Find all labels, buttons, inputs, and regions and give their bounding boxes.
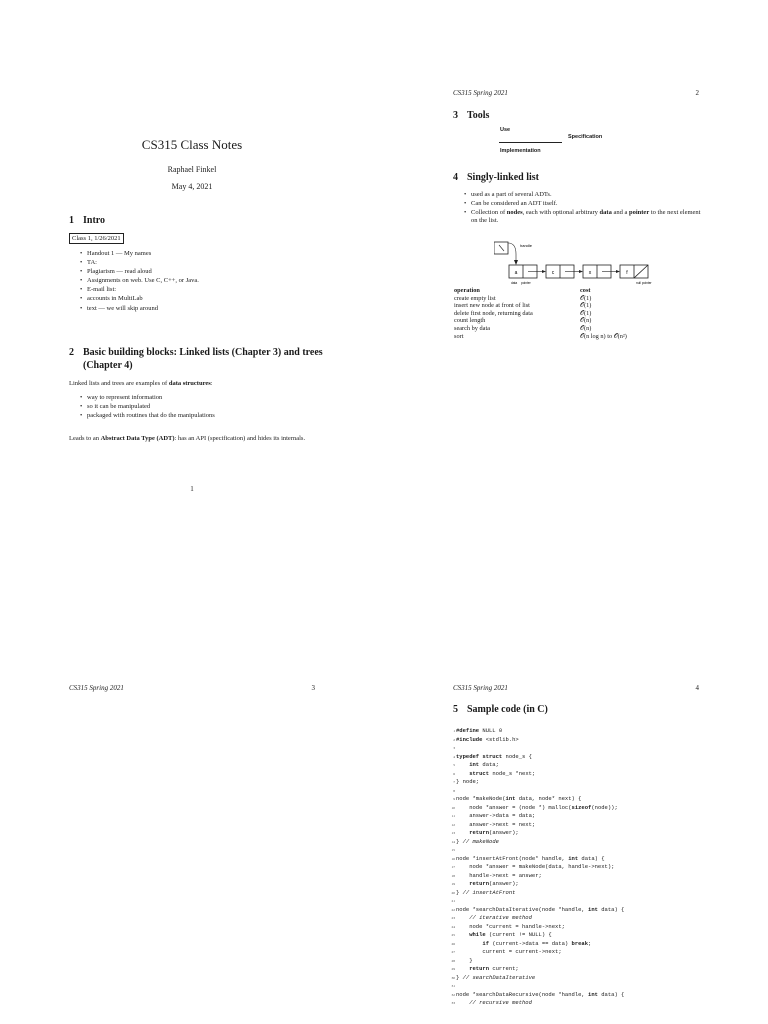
code-text: current; bbox=[489, 965, 519, 972]
code-line bbox=[450, 863, 624, 872]
code-line bbox=[450, 804, 624, 813]
list-item: • TA: bbox=[69, 258, 319, 267]
table-row: create empty list 𝒪(1) bbox=[454, 294, 592, 302]
node-data: c bbox=[551, 270, 555, 276]
code-text: answer->data = data; bbox=[456, 812, 536, 819]
line-number: 30 bbox=[451, 975, 455, 980]
code-comment: // makeNode bbox=[462, 837, 499, 845]
code-keyword: if bbox=[482, 939, 490, 947]
code-line bbox=[450, 855, 624, 864]
code-text: } bbox=[456, 956, 473, 964]
page-number: 2 bbox=[695, 89, 699, 97]
code-comment: // iterative method bbox=[469, 914, 532, 921]
line-number: 29 bbox=[451, 967, 455, 971]
list-item: • Assignments on web. Use C, C++, or Java. bbox=[69, 276, 319, 285]
code-text: node *searchDataRecursive(node *handle, bbox=[456, 990, 589, 998]
code-line bbox=[450, 736, 624, 745]
node-data: x bbox=[588, 270, 592, 276]
code-text: } bbox=[456, 888, 463, 896]
code-text: } node; bbox=[456, 778, 480, 785]
line-number: 25 bbox=[451, 933, 455, 937]
code-text: (node)); bbox=[591, 803, 618, 811]
list-item: • so it can be manipulated bbox=[69, 402, 319, 411]
code-line bbox=[450, 940, 624, 949]
line-number: 4 bbox=[453, 754, 455, 759]
code-comment: // insertAtFront bbox=[462, 888, 516, 896]
doc-author: Raphael Finkel bbox=[167, 165, 217, 174]
list-item: • E-mail list: bbox=[69, 285, 319, 294]
code-keyword: struct bbox=[469, 769, 490, 777]
code-text bbox=[456, 931, 469, 938]
line-number: 16 bbox=[451, 856, 455, 861]
code-text: data, node* next) { bbox=[515, 795, 582, 802]
list-item: • accounts in MultiLab bbox=[69, 294, 319, 303]
section-heading-sample-code: 5 Sample code (in C) bbox=[453, 704, 548, 715]
code-line bbox=[450, 906, 624, 915]
line-number: 31 bbox=[451, 984, 455, 988]
code-text: node *answer = (node *) malloc( bbox=[456, 803, 572, 811]
code-text bbox=[456, 880, 469, 887]
code-text: node *searchDataIterative(node *handle, bbox=[456, 905, 589, 913]
data-structure-list bbox=[69, 393, 319, 420]
line-number: 28 bbox=[451, 958, 455, 963]
code-keyword: int bbox=[505, 795, 516, 802]
code-text: NULL 0 bbox=[479, 727, 503, 734]
code-keyword: int bbox=[469, 761, 480, 768]
code-text: (current->data == data) bbox=[489, 939, 572, 947]
code-keyword: sizeof bbox=[571, 803, 592, 811]
code-keyword: int bbox=[588, 905, 598, 913]
line-number: 9 bbox=[453, 797, 455, 801]
handle-arrow bbox=[508, 243, 516, 262]
running-header: CS315 Spring 2021 4 bbox=[453, 684, 699, 692]
line-number: 32 bbox=[451, 992, 455, 997]
line-number: 18 bbox=[451, 873, 455, 878]
table-row: count length 𝒪(n) bbox=[454, 317, 592, 325]
handle-slash bbox=[499, 245, 504, 251]
next-arrow bbox=[542, 270, 546, 273]
code-text bbox=[456, 761, 469, 768]
code-line bbox=[450, 846, 624, 855]
code-text: data; bbox=[479, 761, 499, 768]
code-line bbox=[450, 770, 624, 779]
list-item: • text — we will skip around bbox=[69, 304, 319, 313]
table-header-row: operation cost bbox=[454, 287, 591, 294]
code-line bbox=[450, 812, 624, 821]
code-text bbox=[456, 914, 469, 921]
code-keyword: int bbox=[588, 990, 598, 998]
list-item: • used as a part of several ADTs. bbox=[453, 191, 703, 199]
section-heading-intro: 1 Intro bbox=[69, 215, 106, 226]
code-keyword: break bbox=[571, 939, 589, 947]
line-number: 26 bbox=[451, 941, 455, 946]
doc-date: May 4, 2021 bbox=[171, 182, 213, 191]
list-item: • packaged with routines that do the manipulations bbox=[69, 411, 319, 420]
linked-list-diagram bbox=[494, 238, 654, 286]
code-text: } bbox=[456, 837, 463, 845]
code-comment: // recursive method bbox=[469, 999, 532, 1006]
code-line bbox=[450, 829, 624, 838]
line-number: 14 bbox=[451, 839, 455, 844]
list-item: • way to represent information bbox=[69, 393, 319, 402]
line-number: 1 bbox=[453, 729, 455, 733]
code-line bbox=[450, 787, 624, 796]
code-text bbox=[456, 770, 469, 777]
operations-table bbox=[454, 287, 627, 340]
line-number: 7 bbox=[453, 780, 455, 784]
line-number: 5 bbox=[453, 763, 455, 767]
code-text: ; bbox=[588, 939, 592, 947]
code-text: (current != NULL) { bbox=[485, 931, 552, 938]
line-number: 6 bbox=[453, 771, 455, 776]
code-line bbox=[450, 914, 624, 923]
code-keyword: typedef struct bbox=[456, 752, 503, 760]
page-2 bbox=[384, 0, 768, 512]
code-keyword: int bbox=[568, 854, 579, 862]
page-number: 1 bbox=[190, 485, 194, 493]
code-text: node *makeNode( bbox=[456, 795, 506, 802]
code-listing bbox=[450, 727, 624, 1008]
paragraph-adt: Leads to an Abstract Data Type (ADT): has an API (specification) and hides its internals. bbox=[69, 435, 306, 442]
code-line bbox=[450, 982, 624, 991]
code-text: data) { bbox=[597, 990, 625, 998]
line-number: 17 bbox=[451, 865, 455, 869]
code-text: data) { bbox=[578, 854, 605, 862]
code-line bbox=[450, 761, 624, 770]
code-text bbox=[456, 940, 482, 947]
table-row: insert new node at front of list 𝒪(1) bbox=[454, 302, 592, 310]
handle-arrowhead bbox=[514, 260, 518, 265]
line-number: 20 bbox=[451, 890, 455, 895]
code-text bbox=[456, 829, 469, 836]
paragraph-data-structures: Linked lists and trees are examples of data structures: bbox=[69, 380, 213, 387]
code-comment: // searchDataIterative bbox=[462, 973, 536, 981]
line-number: 33 bbox=[451, 1001, 455, 1005]
table-row: sort 𝒪(n log n) to 𝒪(n²) bbox=[454, 332, 627, 340]
code-line bbox=[450, 931, 624, 940]
next-arrow bbox=[616, 270, 620, 273]
next-arrow bbox=[579, 270, 583, 273]
handle-box bbox=[494, 242, 508, 254]
code-text: } bbox=[456, 973, 463, 981]
section-heading-singly-linked-list: 4 Singly-linked list bbox=[453, 172, 539, 183]
code-text: node *current = handle->next; bbox=[456, 922, 565, 930]
running-header: CS315 Spring 2021 3 bbox=[69, 684, 315, 692]
doc-title: CS315 Class Notes bbox=[141, 137, 243, 152]
code-text: node_s { bbox=[502, 752, 532, 760]
list-item: • Can be considered an ADT itself. bbox=[453, 200, 703, 208]
list-item: • Collection of nodes, each with optional arbitrary data and a pointer to the next element on the list. bbox=[453, 209, 703, 225]
line-number: 23 bbox=[451, 916, 455, 920]
code-text: current = current->next; bbox=[456, 948, 562, 955]
code-text: <stdlib.h> bbox=[482, 735, 519, 743]
code-line bbox=[450, 727, 624, 736]
line-number: 24 bbox=[451, 924, 455, 929]
tools-impl-label: Implementation bbox=[500, 148, 541, 154]
tools-use-label: Use bbox=[500, 127, 511, 133]
code-line bbox=[450, 753, 624, 762]
page-4 bbox=[384, 512, 768, 1024]
code-line bbox=[450, 838, 624, 847]
code-keyword: return bbox=[469, 829, 490, 836]
list-item: • Plagiarism — read aloud bbox=[69, 267, 319, 276]
code-line bbox=[450, 872, 624, 881]
code-line bbox=[450, 991, 624, 1000]
table-row: delete first node, returning data 𝒪(1) bbox=[454, 309, 592, 317]
code-line bbox=[450, 778, 624, 787]
code-line bbox=[450, 821, 624, 830]
line-number: 11 bbox=[451, 814, 455, 818]
data-label: data bbox=[511, 281, 518, 285]
line-number: 15 bbox=[451, 848, 455, 852]
section-heading-tools: 3 Tools bbox=[453, 110, 490, 121]
null-pointer-label: null pointer bbox=[636, 281, 652, 285]
page-1 bbox=[0, 0, 384, 512]
line-number: 10 bbox=[451, 805, 455, 810]
code-line bbox=[450, 974, 624, 983]
node-data: a bbox=[514, 270, 518, 276]
code-keyword: return bbox=[469, 965, 490, 972]
code-text: (answer); bbox=[489, 880, 519, 887]
table-row: search by data 𝒪(n) bbox=[454, 324, 592, 332]
node-data: f bbox=[626, 270, 628, 276]
code-text: node *insertAtFront(node* handle, bbox=[456, 854, 569, 862]
line-number: 3 bbox=[453, 746, 455, 750]
code-keyword: #define bbox=[456, 727, 480, 734]
code-text: node_s *next; bbox=[489, 769, 536, 777]
code-keyword: #include bbox=[456, 735, 483, 743]
line-number: 8 bbox=[453, 788, 455, 793]
handle-label: handle bbox=[520, 243, 533, 248]
code-line bbox=[450, 957, 624, 966]
code-line bbox=[450, 880, 624, 889]
code-line bbox=[450, 923, 624, 932]
line-number: 27 bbox=[451, 950, 455, 954]
line-number: 22 bbox=[451, 907, 455, 912]
class-date-box: Class 1, 1/26/2021 bbox=[69, 233, 124, 244]
code-line bbox=[450, 999, 624, 1008]
code-text bbox=[456, 999, 469, 1006]
line-number: 21 bbox=[451, 899, 455, 903]
tools-spec-label: Specification bbox=[568, 134, 603, 140]
page-number: 4 bbox=[695, 684, 699, 692]
code-text: node *answer = makeNode(data, handle->next); bbox=[456, 863, 615, 870]
code-text: (answer); bbox=[489, 829, 519, 836]
code-line bbox=[450, 897, 624, 906]
page-3 bbox=[0, 512, 384, 1024]
code-keyword: return bbox=[469, 880, 490, 887]
code-keyword: while bbox=[469, 931, 486, 938]
code-text: answer->next = next; bbox=[456, 820, 536, 828]
code-line bbox=[450, 795, 624, 804]
section-heading-building-blocks: 2 Basic building blocks: Linked lists (Chapter 3) and trees (Chapter 4) bbox=[69, 347, 323, 371]
intro-list bbox=[69, 249, 319, 313]
running-header: CS315 Spring 2021 2 bbox=[453, 89, 699, 97]
line-number: 13 bbox=[451, 831, 455, 835]
code-line bbox=[450, 948, 624, 957]
code-text: data) { bbox=[597, 905, 625, 913]
code-text: handle->next = answer; bbox=[456, 871, 542, 879]
line-number: 12 bbox=[451, 822, 455, 827]
list-item: • Handout 1 — My names bbox=[69, 249, 319, 258]
code-line bbox=[450, 744, 624, 753]
line-number: 2 bbox=[453, 737, 455, 742]
null-pointer-slash bbox=[634, 265, 648, 278]
page-number: 3 bbox=[311, 684, 315, 692]
code-text bbox=[456, 965, 469, 972]
tools-divider bbox=[499, 142, 562, 143]
linked-list-bullets bbox=[453, 191, 703, 226]
line-number: 19 bbox=[451, 882, 455, 886]
pointer-label: pointer bbox=[521, 281, 531, 285]
code-line bbox=[450, 889, 624, 898]
code-line bbox=[450, 965, 624, 974]
